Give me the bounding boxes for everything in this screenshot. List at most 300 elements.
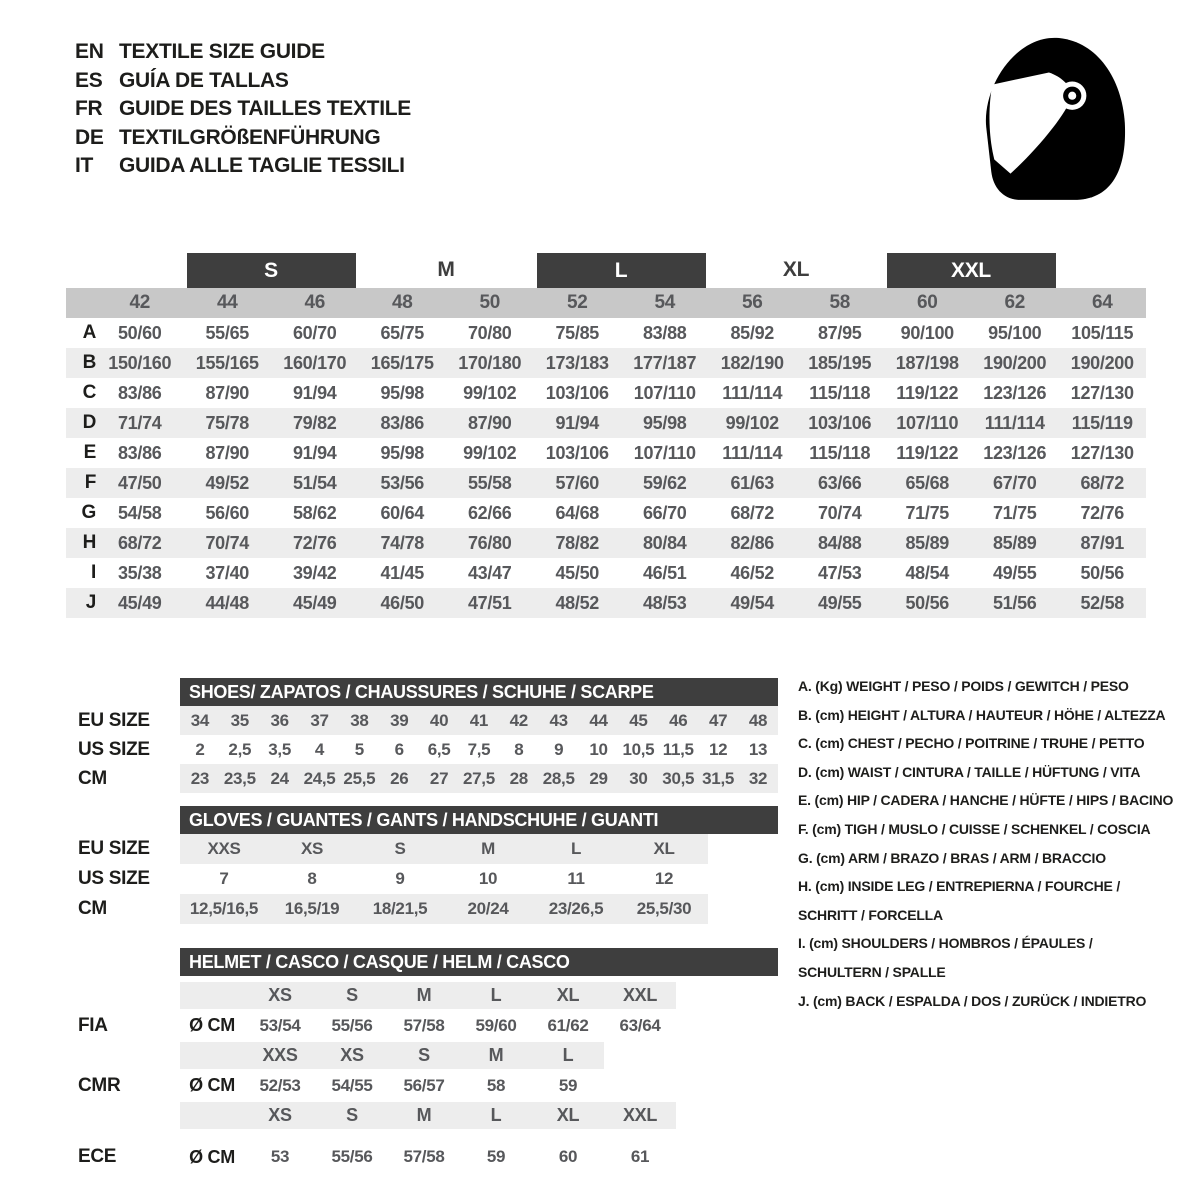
gloves-cell: 9	[395, 869, 405, 888]
corner-cell	[66, 252, 96, 288]
measure-letter: E	[83, 442, 96, 463]
measure-row	[66, 348, 1146, 378]
measure-cell: 75/85	[555, 322, 600, 343]
scale-value: 56	[709, 288, 797, 318]
language-title: GUÍA DE TALLAS	[119, 68, 289, 92]
shoes-cell: 12	[708, 739, 728, 759]
language-title: GUIDE DES TAILLES TEXTILE	[119, 97, 411, 121]
legend-item	[798, 701, 1200, 730]
language-row	[75, 152, 411, 181]
shoes-row	[78, 706, 778, 735]
shoes-section	[78, 678, 778, 793]
measure-cell: 70/80	[467, 322, 512, 343]
shoes-cell: 30	[629, 768, 648, 788]
shoes-cell: 36	[270, 710, 289, 730]
legend-item	[798, 729, 1200, 758]
measure-row	[66, 438, 1146, 468]
measure-letter: I	[91, 562, 96, 583]
measure-row	[66, 528, 1146, 558]
legend-item	[798, 929, 1200, 986]
measure-cell: 70/74	[817, 502, 862, 523]
shoes-section-title: SHOES/ ZAPATOS / CHAUSSURES / SCHUHE / SCARPE	[180, 678, 778, 706]
measure-cell: 51/54	[292, 472, 337, 493]
legend-line: G. (cm) ARM / BRAZO / BRAS / ARM / BRACCIO	[798, 849, 1106, 866]
shoes-cell: 23	[190, 768, 210, 788]
measure-cell: 47/53	[817, 562, 862, 583]
measure-cell: 160/170	[283, 352, 347, 373]
measure-cell: 49/52	[205, 472, 250, 493]
size-scale-row	[66, 288, 1146, 318]
measure-cell: 50/56	[1080, 562, 1125, 583]
measure-cell: 107/110	[633, 382, 696, 403]
measure-cell: 74/78	[380, 532, 425, 553]
size-group-cell	[884, 252, 1059, 288]
helmet-size-label: XS	[268, 1105, 292, 1125]
measure-cell: 68/72	[117, 532, 162, 553]
helmet-cell: 59/60	[475, 1015, 517, 1035]
language-row	[75, 67, 411, 96]
row-label: EU SIZE	[78, 834, 180, 864]
measure-cell: 57/60	[555, 472, 600, 493]
helmet-cell: 59	[558, 1075, 578, 1095]
helmet-cell: 61/62	[547, 1015, 589, 1035]
measure-cell: 72/76	[1080, 502, 1125, 523]
measure-cell: 91/94	[292, 382, 337, 403]
measure-cell: 155/165	[195, 352, 259, 373]
measure-cell: 54/58	[117, 502, 162, 523]
gloves-cell: 12	[654, 869, 674, 888]
shoes-cell: 10	[589, 739, 608, 759]
shoes-cell: 5	[354, 739, 364, 759]
legend-line: J. (cm) BACK / ESPALDA / DOS / ZURÜCK / INDIETRO	[798, 992, 1147, 1009]
measure-cell: 123/126	[983, 442, 1047, 463]
measure-cell: 87/90	[467, 412, 512, 433]
helmet-cell: 54/55	[331, 1075, 373, 1095]
measure-cell: 63/66	[817, 472, 862, 493]
measure-cell: 59/62	[642, 472, 687, 493]
gloves-cell: 11	[567, 869, 585, 888]
helmet-cell: 55/56	[331, 1015, 373, 1035]
helmet-cell: 53/54	[259, 1015, 301, 1035]
measure-cell: 67/70	[992, 472, 1037, 493]
measure-cell: 99/102	[725, 412, 779, 433]
size-group-xxl: XXL	[887, 253, 1056, 288]
measure-cell: 80/84	[642, 532, 687, 553]
measure-cell: 37/40	[205, 562, 250, 583]
helmet-size-label: XL	[556, 1105, 580, 1125]
measure-cell: 90/100	[900, 322, 954, 343]
measure-cell: 173/183	[545, 352, 609, 373]
measure-cell: 119/122	[896, 382, 959, 403]
measure-cell: 107/110	[896, 412, 959, 433]
measure-cell: 95/100	[988, 322, 1042, 343]
gloves-cell: XXS	[207, 839, 241, 858]
shoes-cell: 38	[350, 710, 369, 730]
measure-cell: 103/106	[545, 382, 609, 403]
legend-item	[798, 758, 1200, 787]
measure-cell: 87/95	[817, 322, 862, 343]
shoes-cell: 10,5	[622, 739, 655, 759]
helmet-size-label: M	[488, 1045, 504, 1065]
language-title: TEXTILGRÖßENFÜHRUNG	[119, 125, 381, 149]
shoes-cell: 13	[748, 739, 768, 759]
shoes-cell: 8	[514, 739, 524, 759]
language-code: ES	[75, 68, 103, 92]
shoes-cell: 9	[554, 739, 564, 759]
shoes-cell: 45	[629, 710, 648, 730]
language-row	[75, 38, 411, 67]
size-group-l: L	[537, 253, 706, 288]
empty-cell	[78, 982, 180, 1009]
measure-cell: 50/56	[905, 592, 950, 613]
row-label: EU SIZE	[78, 706, 180, 735]
measure-cell: 60/64	[380, 502, 425, 523]
measure-cell: 91/94	[292, 442, 337, 463]
measure-cell: 82/86	[730, 532, 775, 553]
helmet-value-row	[78, 1069, 778, 1102]
helmet-size-label: XL	[556, 985, 580, 1005]
shoes-row	[78, 735, 778, 764]
measure-row	[66, 468, 1146, 498]
legend-line: SCHULTERN / SPALLE	[798, 963, 946, 980]
scale-value: 52	[534, 288, 622, 318]
scale-value: 44	[184, 288, 272, 318]
measure-cell: 48/54	[905, 562, 950, 583]
measure-cell: 46/50	[380, 592, 425, 613]
measure-cell: 50/60	[117, 322, 162, 343]
measure-cell: 83/86	[380, 412, 425, 433]
helmet-size-label: XS	[340, 1045, 364, 1065]
helmet-cell: 61	[630, 1147, 650, 1166]
helmet-section	[78, 948, 778, 1185]
helmet-cell: 57/58	[403, 1147, 445, 1166]
helmet-size-header-row	[78, 982, 778, 1009]
measure-cell: 48/53	[642, 592, 687, 613]
diameter-unit-label: Ø CM	[189, 1075, 235, 1095]
language-row	[75, 124, 411, 153]
shoes-cell: 28	[509, 768, 528, 788]
language-row	[75, 95, 411, 124]
measure-cell: 177/187	[633, 352, 697, 373]
measure-cell: 123/126	[983, 382, 1047, 403]
shoes-cell: 42	[509, 710, 528, 730]
helmet-size-label: S	[346, 985, 358, 1005]
helmet-size-label: S	[418, 1045, 430, 1065]
measure-cell: 115/118	[809, 442, 871, 463]
helmet-size-label: XS	[268, 985, 292, 1005]
shoes-cell: 29	[589, 768, 608, 788]
helmet-size-label: XXS	[262, 1045, 298, 1065]
measure-cell: 39/42	[292, 562, 337, 583]
scale-value: 46	[271, 288, 359, 318]
shoes-cell: 11,5	[662, 739, 694, 759]
legend-line: SCHRITT / FORCELLA	[798, 906, 943, 923]
empty-cell	[180, 1042, 244, 1069]
measure-cell: 190/200	[983, 352, 1047, 373]
gloves-row	[78, 894, 778, 924]
gloves-cell: 23/26,5	[548, 899, 604, 918]
measure-row	[66, 498, 1146, 528]
gloves-section	[78, 806, 778, 924]
measure-cell: 127/130	[1070, 442, 1134, 463]
size-group-cell	[534, 252, 709, 288]
empty-cell	[180, 982, 244, 1009]
measure-cell: 45/49	[292, 592, 337, 613]
shoes-cell: 6	[394, 739, 404, 759]
shoes-cell: 32	[748, 768, 768, 788]
shoes-cell: 34	[190, 710, 210, 730]
measure-cell: 95/98	[642, 412, 687, 433]
measure-cell: 56/60	[205, 502, 250, 523]
measure-cell: 53/56	[380, 472, 425, 493]
helmet-value-row	[78, 1129, 778, 1185]
gloves-cell: 16,5/19	[284, 899, 340, 918]
measure-cell: 65/75	[380, 322, 425, 343]
legend-line: B. (cm) HEIGHT / ALTURA / HAUTEUR / HÖHE / ALTEZZA	[798, 706, 1166, 723]
measure-cell: 111/114	[722, 382, 783, 403]
gloves-cell: 7	[219, 869, 229, 888]
gloves-cell: 12,5/16,5	[189, 899, 259, 918]
helmet-size-label: S	[346, 1105, 358, 1125]
measure-cell: 58/62	[292, 502, 337, 523]
measure-cell: 85/89	[992, 532, 1037, 553]
measure-letter: A	[82, 322, 96, 343]
measure-cell: 83/86	[117, 382, 162, 403]
measure-cell: 85/89	[905, 532, 950, 553]
measure-cell: 48/52	[555, 592, 600, 613]
measure-cell: 43/47	[467, 562, 512, 583]
empty-cell	[78, 1042, 180, 1069]
shoes-cell: 2,5	[228, 739, 252, 759]
measure-cell: 71/74	[117, 412, 162, 433]
measure-cell: 55/58	[467, 472, 512, 493]
shoes-table	[78, 706, 778, 793]
helmet-size-header-row	[78, 1102, 778, 1129]
gloves-cell: S	[394, 839, 406, 858]
measure-cell: 41/45	[380, 562, 425, 583]
helmet-cell: 56/57	[403, 1075, 445, 1095]
size-group-cell	[184, 252, 359, 288]
helmet-size-label: M	[416, 1105, 432, 1125]
scale-value: 42	[96, 288, 184, 318]
measure-cell: 72/76	[292, 532, 337, 553]
scale-value: 62	[971, 288, 1059, 318]
measure-cell: 44/48	[205, 592, 250, 613]
gloves-cell: 25,5/30	[636, 899, 692, 918]
gloves-cell: XL	[653, 839, 675, 858]
legend-item	[798, 815, 1200, 844]
measure-cell: 182/190	[720, 352, 784, 373]
shoes-cell: 25,5	[343, 768, 376, 788]
measure-cell: 87/90	[205, 442, 250, 463]
gloves-section-title: GLOVES / GUANTES / GANTS / HANDSCHUHE / GUANTI	[180, 806, 778, 834]
legend-line: H. (cm) INSIDE LEG / ENTREPIERNA / FOURCHE /	[798, 878, 1121, 895]
gloves-rows	[78, 834, 778, 924]
measure-cell: 111/114	[722, 442, 783, 463]
language-title: TEXTILE SIZE GUIDE	[119, 40, 325, 63]
measure-cell: 68/72	[1080, 472, 1125, 493]
measure-cell: 83/88	[642, 322, 687, 343]
shoes-cell: 27	[429, 768, 449, 788]
gloves-cell: M	[481, 839, 495, 858]
shoes-rows	[78, 706, 778, 793]
measure-cell: 76/80	[467, 532, 512, 553]
scale-value: 64	[1059, 288, 1147, 318]
shoes-cell: 44	[589, 710, 608, 730]
helmet-cell: 63/64	[619, 1015, 661, 1035]
shoes-cell: 24	[270, 768, 289, 788]
measure-letter: C	[82, 382, 96, 403]
measure-cell: 46/52	[730, 562, 775, 583]
scale-value: 58	[796, 288, 884, 318]
shoes-cell: 43	[549, 710, 568, 730]
measure-cell: 45/50	[555, 562, 600, 583]
gloves-table	[78, 834, 778, 924]
measure-letter: D	[82, 412, 96, 433]
helmet-size-label: L	[490, 985, 502, 1005]
shoes-cell: 3,5	[268, 739, 292, 759]
row-label: US SIZE	[78, 864, 180, 894]
shoes-row	[78, 764, 778, 793]
measure-cell: 115/118	[809, 382, 871, 403]
helmet-cell: 60	[558, 1147, 578, 1166]
measure-cell: 55/65	[205, 322, 250, 343]
measure-cell: 105/115	[1071, 322, 1134, 343]
measure-cell: 60/70	[292, 322, 337, 343]
standard-label: FIA	[78, 1009, 180, 1042]
measure-row	[66, 588, 1146, 618]
measure-cell: 71/75	[992, 502, 1037, 523]
shoes-cell: 48	[748, 710, 768, 730]
shoes-cell: 23,5	[223, 768, 256, 788]
measure-cell: 87/90	[205, 382, 250, 403]
shoes-cell: 47	[708, 710, 728, 730]
diameter-unit-label: Ø CM	[189, 1015, 235, 1035]
empty-cell	[78, 1102, 180, 1129]
measure-letter: F	[84, 472, 96, 493]
measure-letter: H	[82, 532, 96, 553]
shoes-cell: 41	[469, 710, 489, 730]
helmet-cell: 53	[270, 1147, 290, 1166]
measure-cell: 95/98	[380, 382, 425, 403]
helmet-size-header-row	[78, 1042, 778, 1069]
size-group-m: M	[437, 258, 455, 281]
helmet-cell: 58	[486, 1075, 506, 1095]
scale-value: 54	[621, 288, 709, 318]
measure-row	[66, 408, 1146, 438]
measure-cell: 61/63	[730, 472, 775, 493]
gloves-cell: 10	[478, 869, 498, 888]
measure-cell: 78/82	[555, 532, 600, 553]
shoes-cell: 35	[230, 710, 249, 730]
measure-cell: 49/54	[730, 592, 775, 613]
shoes-cell: 27,5	[463, 768, 495, 788]
shoes-cell: 46	[669, 710, 688, 730]
measure-cell: 70/74	[205, 532, 250, 553]
measure-cell: 68/72	[730, 502, 775, 523]
measure-row	[66, 558, 1146, 588]
gloves-row	[78, 864, 778, 894]
language-code: DE	[75, 125, 104, 149]
measure-cell: 185/195	[808, 352, 872, 373]
measure-cell: 85/92	[730, 322, 775, 343]
legend-line: C. (cm) CHEST / PECHO / POITRINE / TRUHE / PETTO	[798, 735, 1145, 752]
helmet-size-label: M	[416, 985, 432, 1005]
standard-label: ECE	[78, 1129, 180, 1185]
measure-cell: 95/98	[380, 442, 425, 463]
language-title-list	[75, 38, 411, 181]
helmet-size-label: L	[490, 1105, 502, 1125]
measure-cell: 83/86	[117, 442, 162, 463]
gloves-cell: 18/21,5	[372, 899, 428, 918]
measure-cell: 46/51	[642, 562, 687, 583]
language-title: GUIDA ALLE TAGLIE TESSILI	[119, 154, 405, 178]
corner-cell	[66, 288, 96, 318]
helmet-size-label: XXL	[622, 1105, 658, 1125]
measure-cell: 99/102	[463, 442, 517, 463]
scale-value: 50	[446, 288, 534, 318]
shoes-cell: 7,5	[467, 739, 491, 759]
measure-cell: 107/110	[633, 442, 696, 463]
shoes-cell: 28,5	[542, 768, 575, 788]
helmet-value-row	[78, 1009, 778, 1042]
helmet-cell: 59	[486, 1147, 506, 1166]
measure-row	[66, 378, 1146, 408]
measure-letter: G	[81, 502, 96, 523]
shoes-cell: 31,5	[702, 768, 735, 788]
measure-cell: 119/122	[896, 442, 959, 463]
measure-letter: B	[82, 352, 96, 373]
textile-size-section	[66, 252, 1146, 618]
legend-line: I. (cm) SHOULDERS / HOMBROS / ÉPAULES /	[798, 935, 1093, 952]
diameter-unit-label: Ø CM	[189, 1146, 235, 1167]
helmet-section-title: HELMET / CASCO / CASQUE / HELM / CASCO	[180, 948, 778, 976]
measure-rows	[66, 318, 1146, 618]
textile-size-table	[66, 252, 1146, 618]
measure-cell: 115/119	[1071, 412, 1133, 433]
shoes-cell: 40	[429, 710, 449, 730]
measure-cell: 47/50	[117, 472, 162, 493]
legend-item	[798, 844, 1200, 873]
helmet-cell: 52/53	[259, 1075, 301, 1095]
measure-cell: 165/175	[370, 352, 434, 373]
measure-cell: 87/91	[1080, 532, 1125, 553]
language-code: FR	[75, 97, 103, 121]
row-label: CM	[78, 764, 180, 793]
helmet-cell: 57/58	[403, 1015, 445, 1035]
gloves-cell: 20/24	[467, 899, 509, 918]
shoes-cell: 30,5	[662, 768, 695, 788]
row-label: US SIZE	[78, 735, 180, 764]
measure-row	[66, 318, 1146, 348]
measure-cell: 99/102	[463, 382, 517, 403]
measure-cell: 65/68	[905, 472, 950, 493]
legend-item	[798, 786, 1200, 815]
empty-cell	[96, 252, 184, 288]
gloves-cell: 8	[307, 869, 317, 888]
measure-letter: J	[85, 592, 96, 613]
scale-value: 60	[884, 288, 972, 318]
legend-line: D. (cm) WAIST / CINTURA / TAILLE / HÜFTUNG / VITA	[798, 763, 1141, 780]
measure-cell: 103/106	[808, 412, 872, 433]
helmet-standards	[78, 982, 778, 1185]
size-group-xl: XL	[782, 258, 810, 281]
gloves-cell: XS	[300, 839, 324, 858]
legend-item	[798, 872, 1200, 929]
legend-item	[798, 672, 1200, 701]
measure-cell: 111/114	[984, 412, 1045, 433]
measure-cell: 47/51	[467, 592, 512, 613]
